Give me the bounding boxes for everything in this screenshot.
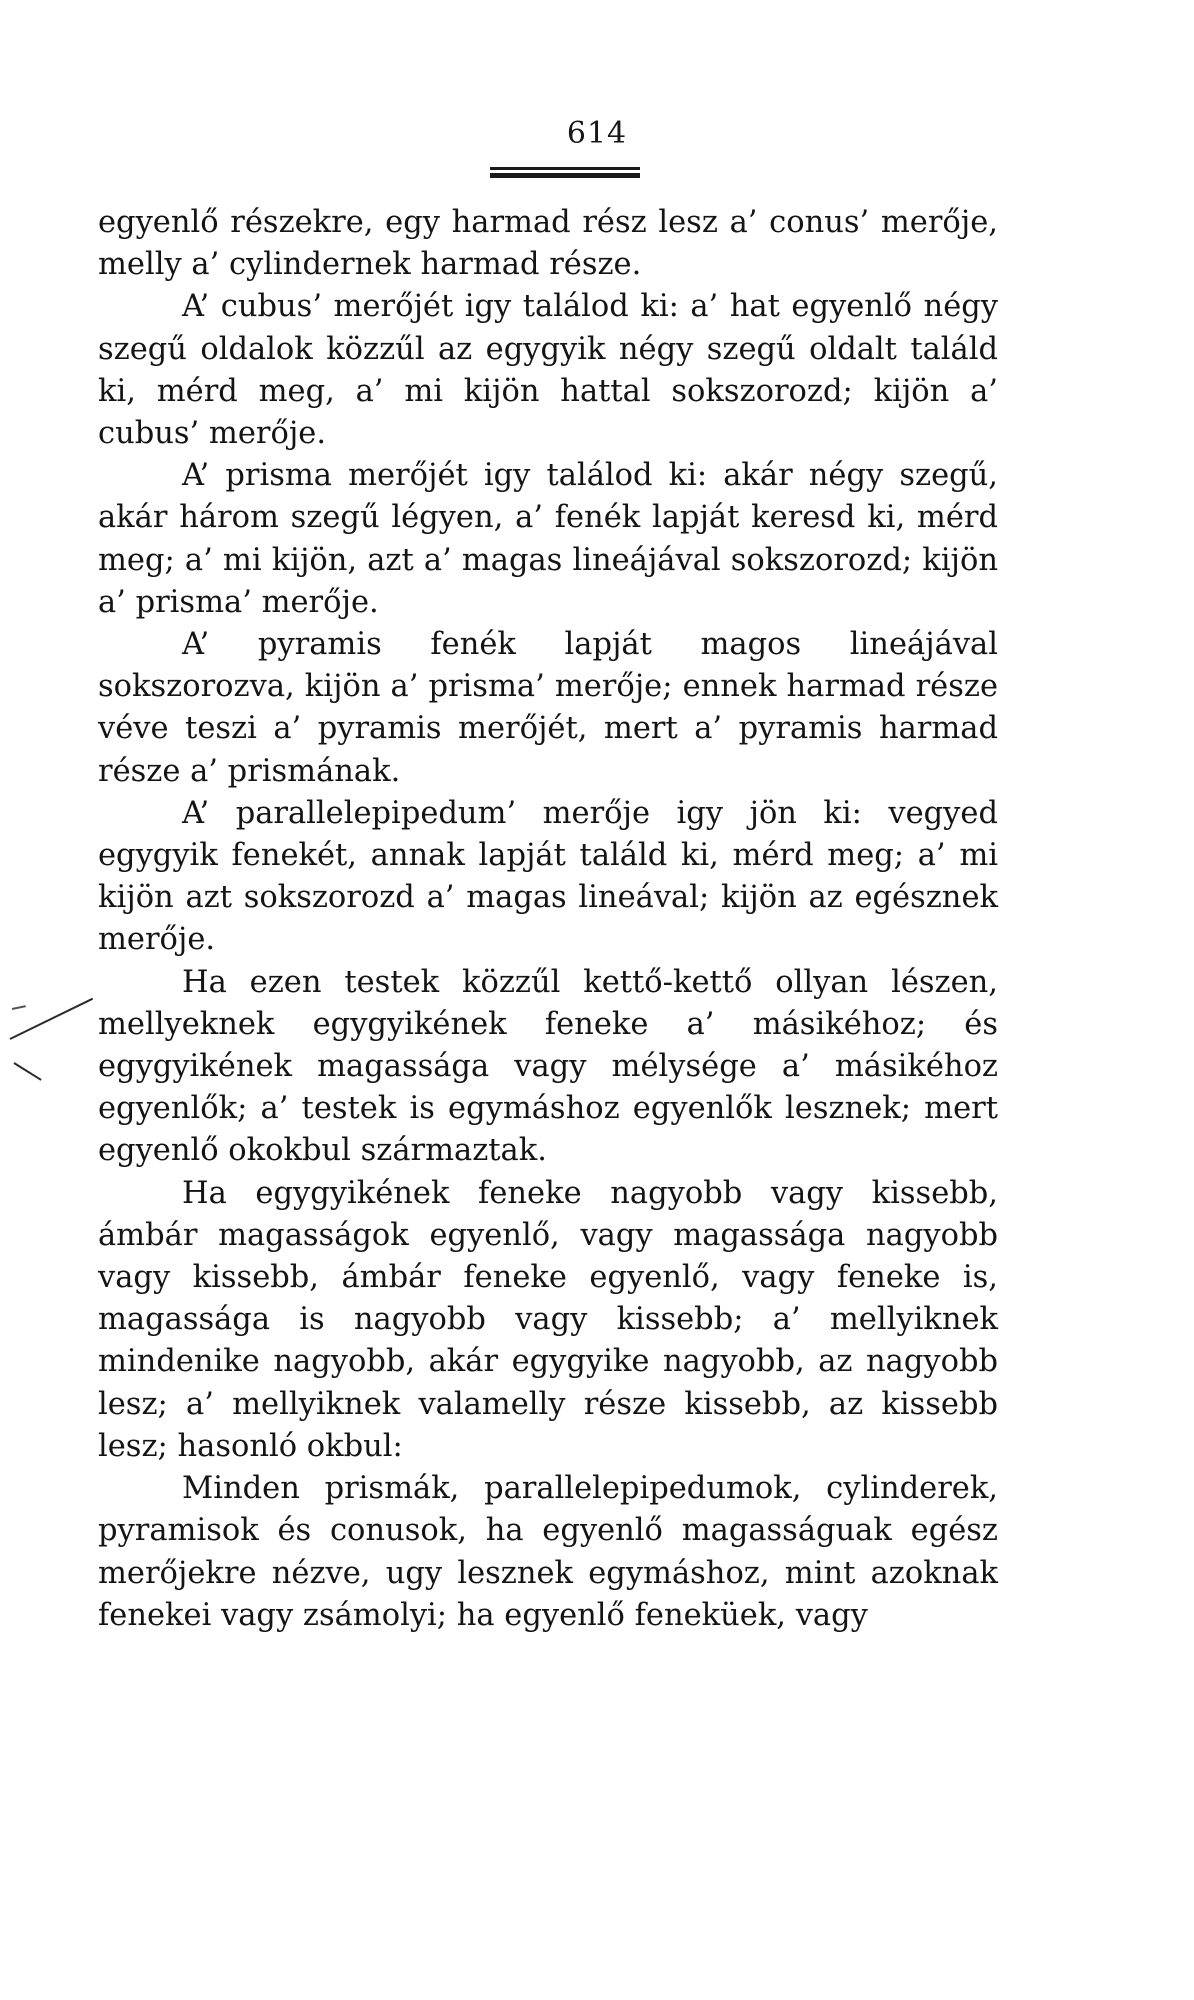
paragraph-prisma: A’ prisma merőjét igy találod ki: akár négy szegű, akár három szegű légyen, a’ fenék lapját keresd ki, mérd meg; a’ mi kijön, azt a’ magas lineájával sokszorozd; kijön a’ prisma’ merője.: [98, 458, 998, 620]
paragraph-cubus: A’ cubus’ merőjét igy találod ki: a’ hat egyenlő négy szegű oldalok közzűl az egygyik négy szegű oldalt találd ki, mérd meg, a’ mi kijön hattal sokszorozd; kijön a’ cubus’ merője.: [98, 289, 998, 452]
paragraph-parallelepipedum: A’ parallelepipedum’ merője igy jön ki: vegyed egygyik fenekét, annak lapját találd ki, mérd meg; a’ mi kijön azt sokszorozd a’ magas lineával; kijön az egésznek merője.: [98, 795, 998, 958]
paragraph-continued: egyenlő részekre, egy harmad rész lesz a’ conus’ merője, melly a’ cylindernek harmad része.: [98, 205, 998, 283]
paragraph-equal-bodies: Ha ezen testek közzűl kettő-kettő ollyan lészen, mellyeknek egygyikének feneke a’ másikéhoz; és egygyikének magassága vagy mélysége a’ másikéhoz egyenlők; a’ testek is egymáshoz egyenlők lesznek; mert egyenlő okokbul származtak.: [98, 964, 998, 1169]
margin-pen-stroke: [13, 1062, 41, 1081]
paragraph-pyramis: A’ pyramis fenék lapját magos lineájával sokszorozva, kijön a’ prisma’ merője; ennek harmad része véve teszi a’ pyramis merőjét, mert a’ pyramis harmad része a’ prismának.: [98, 627, 998, 789]
paragraph-unequal-bodies: Ha egygyikének feneke nagyobb vagy kissebb, ámbár magasságok egyenlő, vagy magassága nagyobb vagy kissebb, ámbár feneke egyenlő, vagy feneke is, magassága is nagyobb vagy kissebb; a’ mellyiknek mindenike nagyobb, akár egygyike nagyobb, az nagyobb lesz; a’ mellyiknek valamelly része kissebb, az kissebb lesz; hasonló okbul:: [98, 1175, 998, 1464]
paragraph-proportion: Minden prismák, parallelepipedumok, cylinderek, pyramisok és conusok, ha egyenlő magasságuak egész merőjekre nézve, ugy lesznek egymáshoz, mint azoknak fenekei vagy zsámolyi; ha egyenlő feneküek, vagy: [98, 1471, 998, 1633]
page-number: 614: [566, 116, 628, 151]
margin-pen-stroke: [12, 1005, 26, 1010]
header-rule-thin: [490, 167, 640, 170]
header-rule-thick: [490, 173, 640, 178]
body-text: [98, 202, 998, 1637]
margin-pen-stroke: [10, 998, 94, 1040]
